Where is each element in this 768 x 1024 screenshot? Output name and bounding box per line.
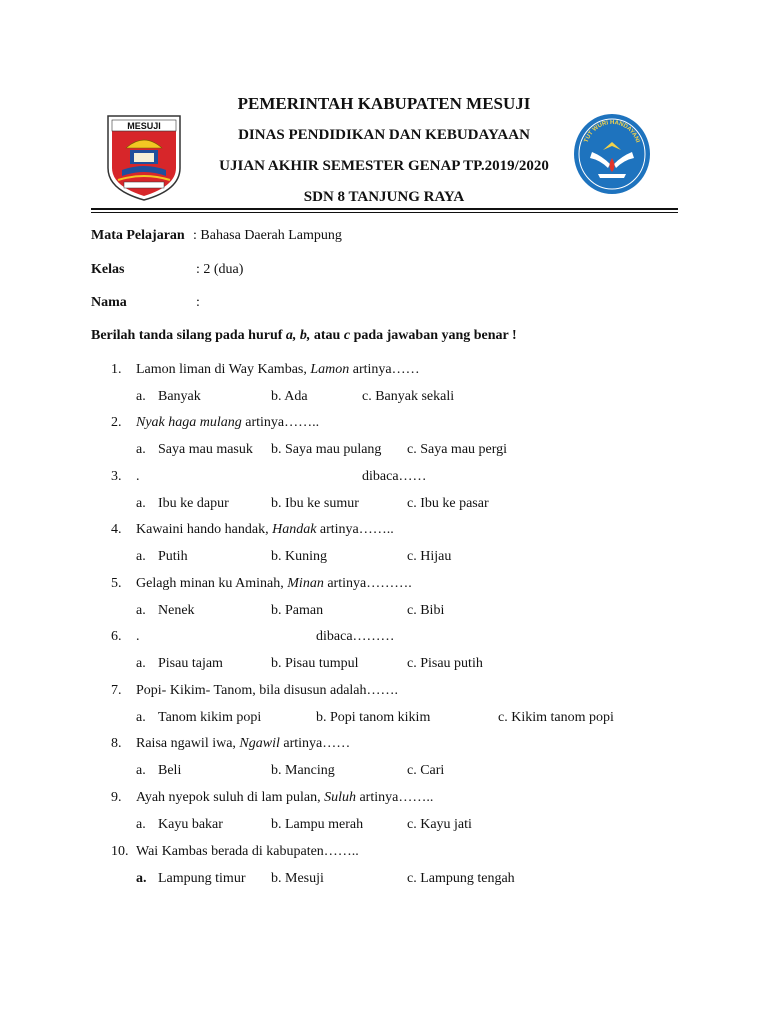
- question-number: 6.: [111, 629, 122, 644]
- subject-value: : Bahasa Daerah Lampung: [193, 228, 342, 243]
- name-value: :: [196, 295, 200, 310]
- option-c: c. Saya mau pergi: [407, 442, 508, 457]
- question-text: Lamon liman di Way Kambas, Lamon artinya……: [136, 362, 420, 377]
- option-a: Banyak: [158, 389, 201, 404]
- option-a-marker: a.: [136, 763, 146, 778]
- option-a: Pisau tajam: [158, 656, 223, 671]
- option-c: c. Hijau: [407, 549, 452, 564]
- option-c: c. Banyak sekali: [362, 389, 455, 404]
- header-exam-title: UJIAN AKHIR SEMESTER GENAP TP.2019/2020: [219, 158, 549, 174]
- tut-wuri-handayani-emblem-icon: [572, 112, 652, 196]
- logo-left-text: MESUJI: [127, 121, 161, 131]
- question-text: Gelagh minan ku Aminah, Minan artinya……….: [136, 576, 412, 591]
- option-a-marker: a.: [136, 389, 146, 404]
- option-a: Putih: [158, 549, 188, 564]
- name-label: Nama: [91, 295, 127, 310]
- option-a-marker: a.: [136, 442, 146, 457]
- option-c: c. Cari: [407, 763, 445, 778]
- question-text: .: [136, 469, 140, 484]
- question-text: Popi- Kikim- Tanom, bila disusun adalah…….: [136, 683, 399, 698]
- option-a: Saya mau masuk: [158, 442, 253, 457]
- question-number: 9.: [111, 790, 122, 805]
- option-b: b. Lampu merah: [271, 817, 364, 832]
- mesuji-regency-emblem-icon: [104, 114, 184, 202]
- option-c: c. Kikim tanom popi: [498, 710, 614, 725]
- header-title: PEMERINTAH KABUPATEN MESUJI: [237, 94, 531, 113]
- option-a: Kayu bakar: [158, 817, 223, 832]
- option-a: Lampung timur: [158, 871, 246, 886]
- option-c: c. Kayu jati: [407, 817, 472, 832]
- option-b: b. Mesuji: [271, 871, 324, 886]
- option-a-marker: a.: [136, 871, 147, 886]
- option-a-marker: a.: [136, 496, 146, 511]
- option-a: Ibu ke dapur: [158, 496, 229, 511]
- instruction-text: Berilah tanda silang pada huruf a, b, atau c pada jawaban yang benar !: [91, 328, 517, 343]
- subject-label: Mata Pelajaran: [91, 228, 185, 243]
- option-b: b. Saya mau pulang: [271, 442, 382, 457]
- question-text: .: [136, 629, 140, 644]
- question-text: Ayah nyepok suluh di lam pulan, Suluh artinya……..: [136, 790, 434, 805]
- question-number: 4.: [111, 522, 122, 537]
- option-c: c. Lampung tengah: [407, 871, 515, 886]
- question-number: 5.: [111, 576, 122, 591]
- question-text: Wai Kambas berada di kabupaten……..: [136, 844, 359, 859]
- logo-right-text: TUT WURI HANDAYANI: [583, 119, 641, 144]
- option-b: b. Popi tanom kikim: [316, 710, 431, 725]
- question-number: 10.: [111, 844, 129, 859]
- question-number: 2.: [111, 415, 122, 430]
- option-a-marker: a.: [136, 817, 146, 832]
- option-b: b. Kuning: [271, 549, 327, 564]
- option-c: c. Bibi: [407, 603, 445, 618]
- option-a-marker: a.: [136, 710, 146, 725]
- question-number: 1.: [111, 362, 122, 377]
- option-a: Beli: [158, 763, 182, 778]
- question-number: 8.: [111, 736, 122, 751]
- option-b: b. Pisau tumpul: [271, 656, 359, 671]
- question-text-tail: dibaca………: [316, 629, 395, 644]
- header-divider-thin: [91, 212, 678, 213]
- option-a-marker: a.: [136, 549, 146, 564]
- question-number: 7.: [111, 683, 122, 698]
- question-text: Kawaini hando handak, Handak artinya……..: [136, 522, 394, 537]
- option-a-marker: a.: [136, 656, 146, 671]
- option-a: Nenek: [158, 603, 195, 618]
- class-label: Kelas: [91, 262, 125, 277]
- option-b: b. Ada: [271, 389, 308, 404]
- class-value: : 2 (dua): [196, 262, 244, 277]
- option-a: Tanom kikim popi: [158, 710, 262, 725]
- header-divider-thick: [91, 208, 678, 210]
- option-a-marker: a.: [136, 603, 146, 618]
- option-c: c. Pisau putih: [407, 656, 483, 671]
- header-department: DINAS PENDIDIKAN DAN KEBUDAYAAN: [238, 127, 530, 143]
- option-b: b. Ibu ke sumur: [271, 496, 359, 511]
- option-b: b. Paman: [271, 603, 324, 618]
- question-text: Nyak haga mulang artinya……..: [136, 415, 320, 430]
- question-text-tail: dibaca……: [362, 469, 427, 484]
- header-school: SDN 8 TANJUNG RAYA: [303, 189, 465, 205]
- question-number: 3.: [111, 469, 122, 484]
- option-b: b. Mancing: [271, 763, 335, 778]
- question-text: Raisa ngawil iwa, Ngawil artinya……: [136, 736, 351, 751]
- option-c: c. Ibu ke pasar: [407, 496, 489, 511]
